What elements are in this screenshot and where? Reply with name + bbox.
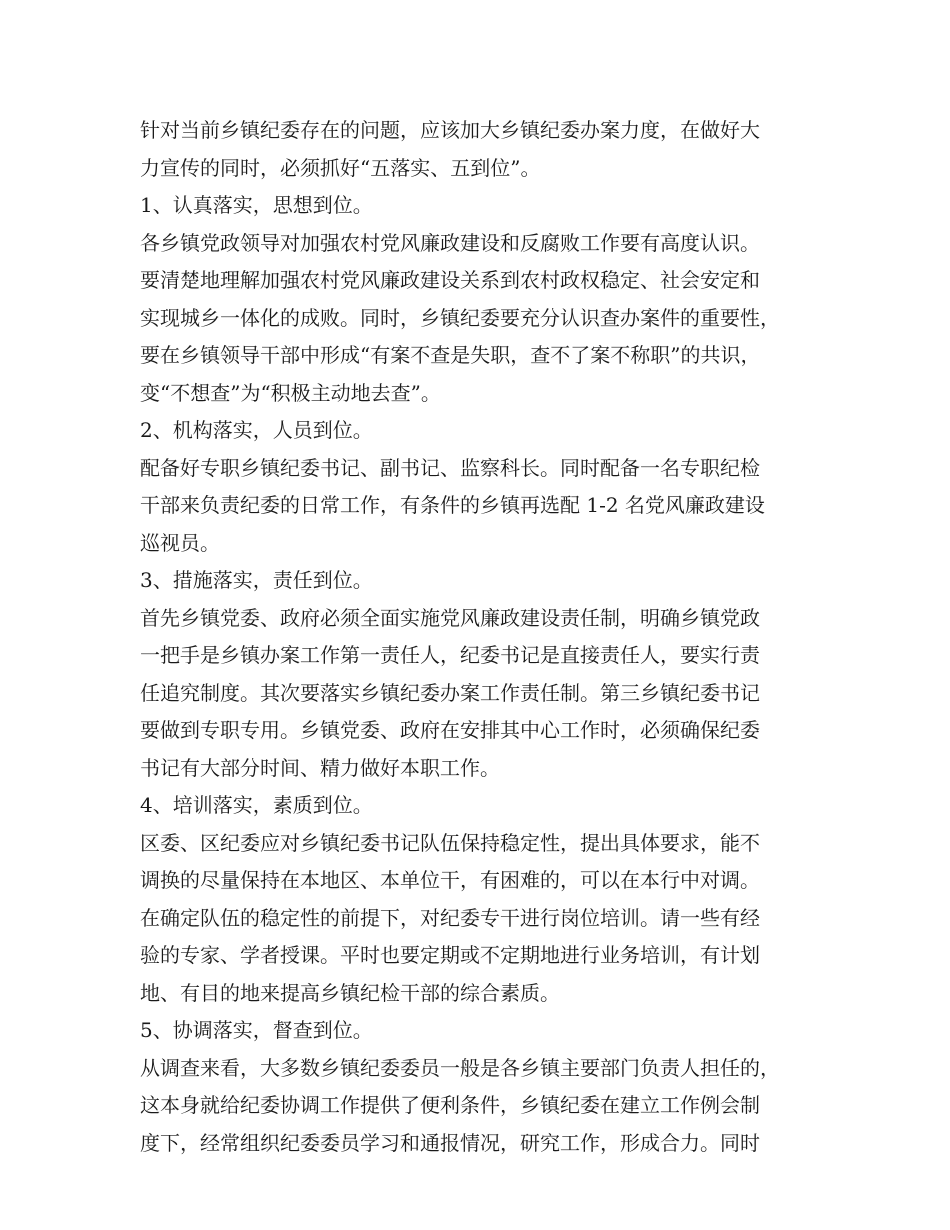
text-line: 从调查来看，大多数乡镇纪委委员一般是各乡镇主要部门负责人担任的， (140, 1055, 780, 1080)
section-heading-5: 5、协调落实，督查到位。 (140, 1018, 373, 1042)
section-heading-2: 2、机构落实，人员到位。 (140, 418, 373, 442)
text-line: 书记有大部分时间、精力做好本职工作。 (140, 755, 500, 780)
text-line: 力宣传的同时，必须抓好“五落实、五到位”。 (140, 155, 541, 180)
text-line: 巡视员。 (140, 530, 220, 555)
text-line: 调换的尽量保持在本地区、本单位干，有困难的，可以在本行中对调。 (140, 868, 760, 892)
text-line: 一把手是乡镇办案工作第一责任人，纪委书记是直接责任人，要实行责 (140, 643, 760, 667)
text-line: 针对当前乡镇纪委存在的问题，应该加大乡镇纪委办案力度，在做好大 (140, 118, 760, 142)
text-line: 首先乡镇党委、政府必须全面实施党风廉政建设责任制，明确乡镇党政 (140, 605, 760, 630)
section-heading-4: 4、培训落实，素质到位。 (140, 793, 373, 817)
text-line: 干部来负责纪委的日常工作，有条件的乡镇再选配 1-2 名党风廉政建设 (140, 493, 765, 517)
text-line: 变“不想查”为“积极主动地去查”。 (140, 380, 441, 405)
text-line: 要在乡镇领导干部中形成“有案不查是失职，查不了案不称职”的共识， (140, 343, 761, 367)
text-line: 度下，经常组织纪委委员学习和通报情况，研究工作，形成合力。同时 (140, 1130, 760, 1155)
text-line: 任追究制度。其次要落实乡镇纪委办案工作责任制。第三乡镇纪委书记 (140, 680, 760, 705)
section-heading-1: 1、认真落实，思想到位。 (140, 193, 373, 217)
text-line: 各乡镇党政领导对加强农村党风廉政建设和反腐败工作要有高度认识。 (140, 230, 760, 255)
text-line: 地、有目的地来提高乡镇纪检干部的综合素质。 (140, 980, 560, 1005)
document-body (140, 112, 830, 1162)
text-line: 在确定队伍的稳定性的前提下，对纪委专干进行岗位培训。请一些有经 (140, 905, 760, 930)
text-line: 验的专家、学者授课。平时也要定期或不定期地进行业务培训，有计划 (140, 943, 760, 967)
text-line: 配备好专职乡镇纪委书记、副书记、监察科长。同时配备一名专职纪检 (140, 455, 760, 480)
text-line: 实现城乡一体化的成败。同时，乡镇纪委要充分认识查办案件的重要性， (140, 305, 780, 330)
text-line: 这本身就给纪委协调工作提供了便利条件，乡镇纪委在建立工作例会制 (140, 1093, 760, 1117)
text-line: 区委、区纪委应对乡镇纪委书记队伍保持稳定性，提出具体要求，能不 (140, 830, 760, 855)
text-line: 要做到专职专用。乡镇党委、政府在安排其中心工作时，必须确保纪委 (140, 718, 760, 742)
section-heading-3: 3、措施落实，责任到位。 (140, 568, 373, 592)
text-line: 要清楚地理解加强农村党风廉政建设关系到农村政权稳定、社会安定和 (140, 268, 760, 292)
